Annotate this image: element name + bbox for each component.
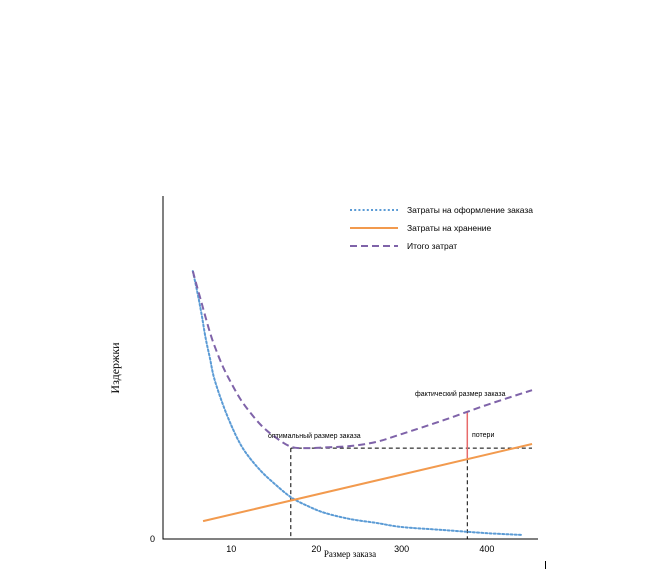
x-tick-label: 400 — [479, 544, 495, 554]
annotation-actual-order-size: фактический размер заказа — [415, 391, 506, 398]
legend-label-total-cost: Итого затрат — [407, 241, 458, 251]
x-axis-title: Размер заказа — [323, 549, 377, 559]
y-axis-title: Издержки — [108, 342, 122, 394]
x-tick-label: 20 — [311, 544, 322, 554]
legend — [350, 205, 533, 251]
legend-label-ordering-cost: Затраты на оформление заказа — [407, 205, 534, 215]
x-tick-label: 300 — [394, 544, 410, 554]
series-holding-cost-line — [203, 444, 532, 521]
annotation-optimal-order-size: оптимальный размер заказа — [268, 433, 361, 440]
series-total-cost-line — [193, 271, 532, 448]
x-tick-label: 10 — [226, 544, 237, 554]
series-ordering-cost-line — [193, 271, 521, 535]
legend-label-holding-cost: Затраты на хранение — [407, 223, 492, 233]
annotation-losses: потери — [472, 432, 495, 439]
y-tick-label: 0 — [149, 534, 155, 544]
